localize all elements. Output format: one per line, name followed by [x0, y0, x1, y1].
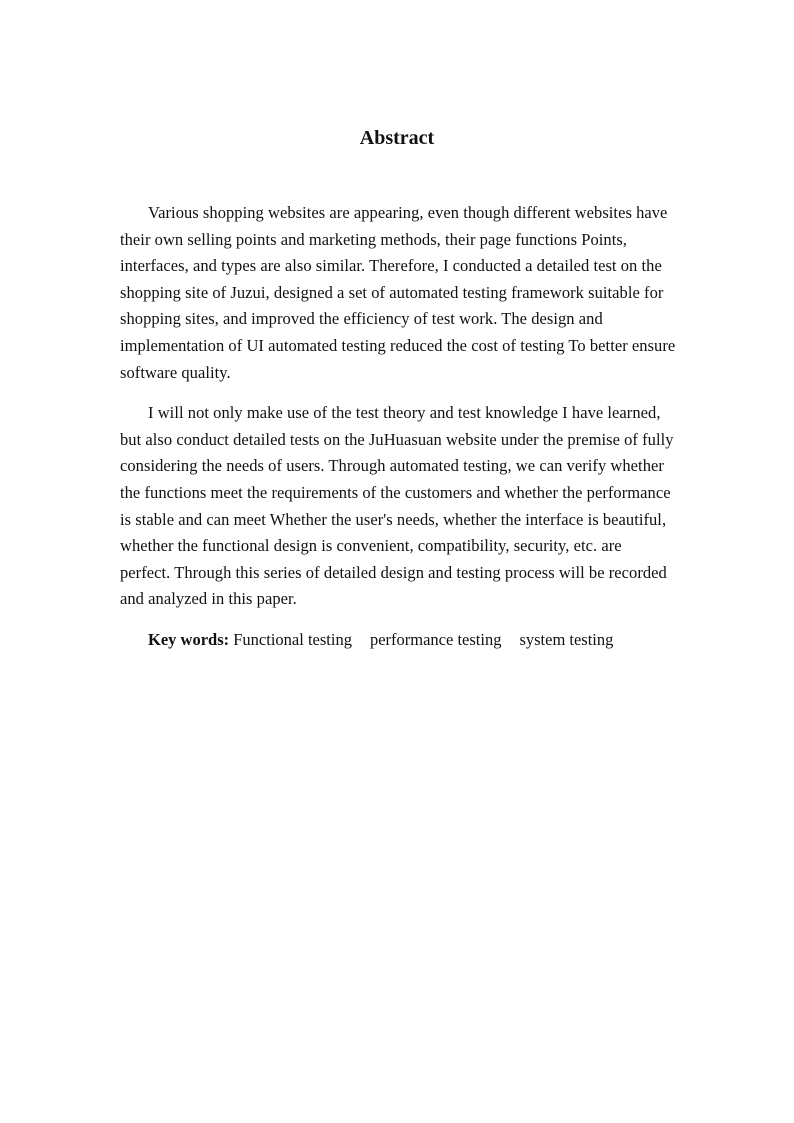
keywords-line	[120, 627, 676, 654]
abstract-paragraph-1: Various shopping websites are appearing, even though different websites have their own selling points and marketing methods, their page functions Points, interfaces, and types are also similar. Therefore, I conducted a detailed test on the shopping site of Juzui, designed a set of automated testing framework suitable for shopping sites, and improved the efficiency of test work. The design and implementation of UI automated testing reduced the cost of testing To better ensure software quality.	[120, 203, 676, 382]
abstract-paragraph-2: I will not only make use of the test theory and test knowledge I have learned, but also conduct detailed tests on the JuHuasuan website under the premise of fully considering the needs of users. Through automated testing, we can verify whether the functions meet the requirements of the customers and whether the performance is stable and can meet Whether the user's needs, whether the interface is beautiful, whether the functional design is convenient, compatibility, security, etc. are perfect. Through this series of detailed design and testing process will be recorded and analyzed in this paper.	[120, 403, 674, 609]
abstract-body	[120, 200, 676, 654]
keywords-label: Key words:	[148, 629, 230, 649]
keyword-item: system testing	[519, 629, 614, 649]
keyword-item: Functional testing	[233, 629, 352, 649]
abstract-title: Abstract	[359, 127, 435, 149]
keyword-item: performance testing	[369, 629, 502, 649]
